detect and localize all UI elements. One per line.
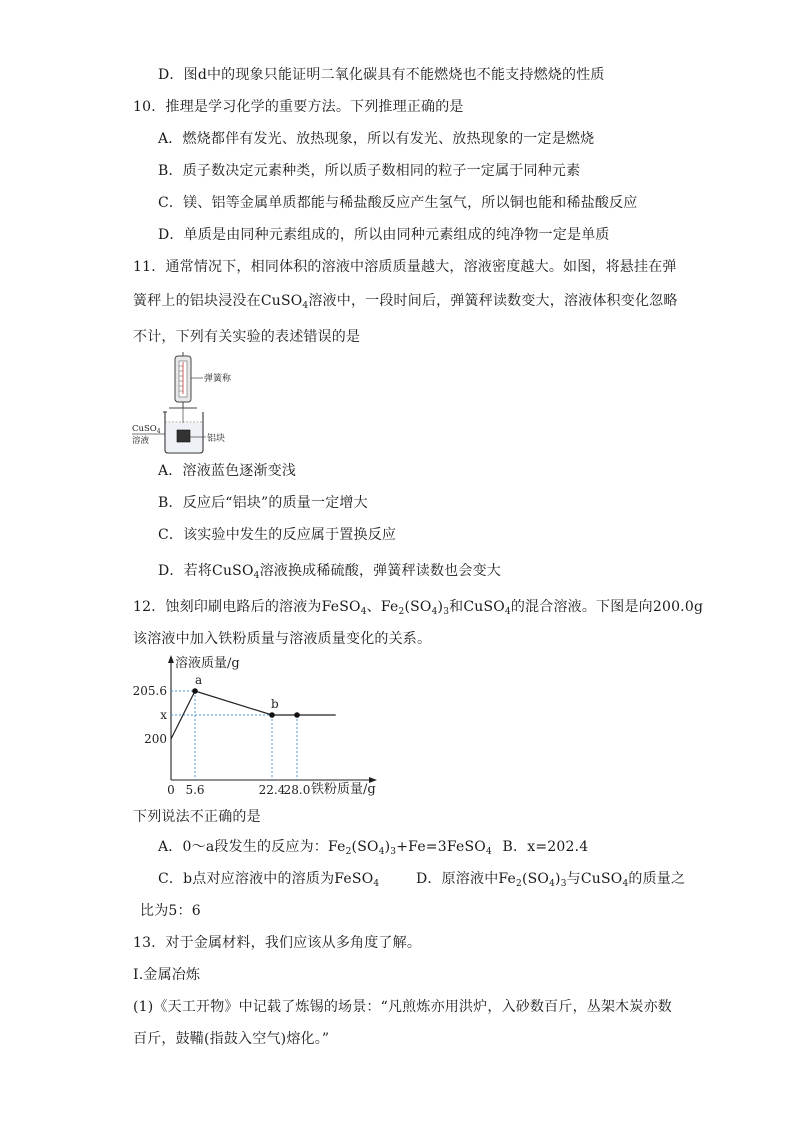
- q13-p1-line2: 百斤，鼓鞴(指鼓入空气)熔化。”: [133, 1031, 330, 1047]
- q12-option-d-line2: 比为5：6: [140, 903, 201, 919]
- cuso4-formula: CuSO$_4$: [212, 563, 260, 581]
- x-tick-label: 5.6: [185, 783, 205, 797]
- q11-stem-line3: 不计，下列有关实验的表述错误的是: [133, 329, 361, 345]
- q12-option-b: B．x=202.4: [502, 839, 589, 855]
- q12-prompt: 下列说法不正确的是: [133, 809, 261, 825]
- spring-scale-apparatus: [128, 352, 248, 456]
- q12-option-c: C．b点对应溶液中的溶质为FeSO$_4$: [158, 871, 380, 889]
- q12-mass-chart: [130, 652, 400, 802]
- data-point-1: [192, 688, 198, 694]
- data-point-3: [294, 712, 300, 718]
- data-point-2: [269, 712, 275, 718]
- q12-stem-line2: 该溶液中加入铁粉质量与溶液质量变化的关系。: [133, 631, 432, 647]
- svg-text:CuSO4: CuSO$_4$: [132, 424, 161, 435]
- y-tick-label: 205.6: [132, 684, 167, 698]
- y-tick-label: 200: [144, 732, 167, 746]
- point-label-b: b: [271, 697, 279, 711]
- q11-option-c: C．该实验中发生的反应属于置换反应: [158, 527, 397, 543]
- q12-stem-line1: 12．蚀刻印刷电路后的溶液为FeSO$_4$、$Fe_2(SO_4)_3$和CuSO$_4$的混合溶液。下图是向200.0g: [133, 599, 704, 617]
- q10-option-c: C．镁、铝等金属单质都能与稀盐酸反应产生氢气，所以铜也能和稀盐酸反应: [158, 195, 638, 211]
- spring-scale-label: 弹簧称: [204, 374, 232, 384]
- solution-label: 溶液: [132, 436, 150, 446]
- aluminium-block: [177, 430, 190, 442]
- y-axis-label: 溶液质量/g: [175, 656, 240, 671]
- q9-option-d: D．图d中的现象只能证明二氧化碳具有不能燃烧也不能支持燃烧的性质: [158, 67, 605, 83]
- q11-stem-line2: 簧秤上的铝块浸没在CuSO$_4$溶液中，一段时间后，弹簧秤读数变大，溶液体积变化忽略: [133, 293, 678, 311]
- q13-p1-line1: (1)《天工开物》中记载了炼锡的场景：“凡煎炼亦用洪炉，入砂数百斤，丛架木炭亦数: [133, 999, 672, 1015]
- q10-option-a: A．燃烧都伴有发光、放热现象，所以有发光、放热现象的一定是燃烧: [158, 131, 595, 147]
- cuso4-formula: CuSO$_4$: [260, 293, 309, 311]
- point-label-a: a: [195, 673, 203, 687]
- cuso4-label: CuSO: [132, 424, 157, 434]
- q11-option-d: D．若将CuSO$_4$溶液换成稀硫酸，弹簧秤读数也会变大: [158, 563, 501, 581]
- q10-stem: 10．推理是学习化学的重要方法。下列推理正确的是: [133, 99, 464, 115]
- q13-section-1: Ⅰ.金属冶炼: [133, 967, 201, 983]
- q12-option-d: D．原溶液中$Fe_2(SO_4)_3$与CuSO$_4$的质量之: [415, 871, 686, 889]
- q11-option-a: A．溶液蓝色逐渐变浅: [158, 463, 297, 479]
- x-tick-label: 0: [167, 783, 175, 797]
- aluminium-block-label: 铝块: [207, 434, 226, 444]
- q10-option-b: B．质子数决定元素种类，所以质子数相同的粒子一定属于同种元素: [158, 163, 581, 179]
- q12-option-c-d: [158, 870, 685, 888]
- q11-stem-line1: 11．通常情况下，相同体积的溶液中溶质质量越大，溶液密度越大。如图，将悬挂在弹: [133, 259, 677, 275]
- q11-option-b: B．反应后“铝块”的质量一定增大: [158, 495, 368, 511]
- x-tick-label: 28.0: [283, 783, 311, 797]
- y-axis-arrow: [168, 655, 174, 663]
- q13-stem: 13．对于金属材料，我们应该从多角度了解。: [133, 935, 422, 951]
- q12-option-a-b: A．0～a段发生的反应为：$Fe_2(SO_4)_3+Fe=3FeSO_4$ B．x=202.4: [158, 839, 589, 857]
- x-tick-label: 22.4: [258, 783, 286, 797]
- x-axis-label: 铁粉质量/g: [311, 782, 376, 797]
- y-tick-label: x: [160, 708, 167, 722]
- q10-option-d: D．单质是由同种元素组成的，所以由同种元素组成的纯净物一定是单质: [158, 227, 610, 243]
